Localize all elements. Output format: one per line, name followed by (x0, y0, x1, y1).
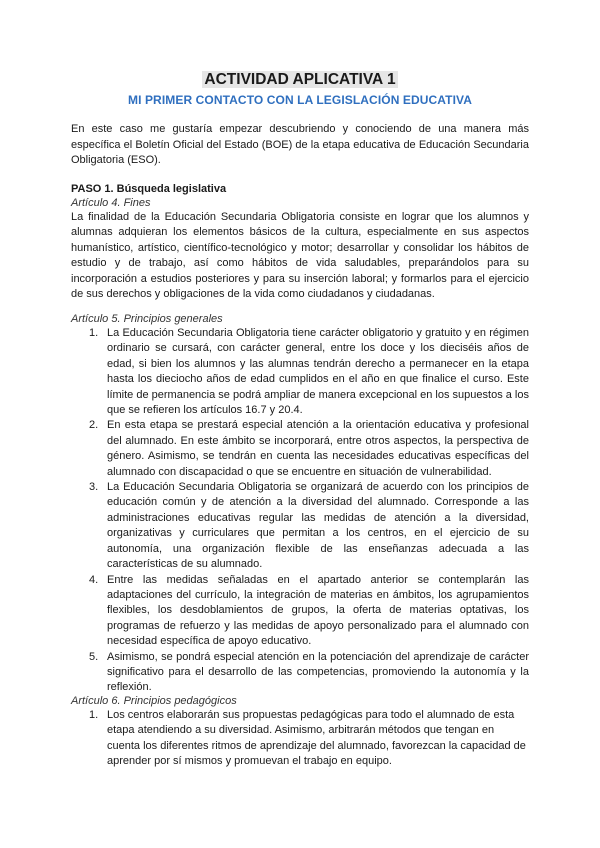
list-item-text: La Educación Secundaria Obligatoria tiene carácter obligatorio y gratuito y en régimen ordinario se cursará, con carácter general, entre los doce y los dieciséis años de edad, si bien los alumnos y las alumnas tendrán derecho a permanecer en la etapa hasta los dieciocho años de edad cumplidos en el año en que finalice el curso. Este límite de permanencia se podrá ampliar de manera excepcional en los supuestos a los que se refieren los artículos 16.7 y 20.4. (107, 327, 529, 417)
list-item-text: Los centros elaborarán sus propuestas pedagógicas para todo el alumnado de esta etapa atendiendo a su diversidad. Asimismo, arbitrarán métodos que tengan en cuenta los diferentes ritmos de aprendizaje del alumnado, favorezcan la capacidad de aprender por sí mismos y promuevan el trabajo en equipo. (107, 709, 526, 768)
list-item (71, 650, 529, 696)
article-4-title: Artículo 4. Fines (71, 197, 151, 209)
article-5-list (71, 326, 529, 696)
document-title (71, 71, 529, 89)
list-item (71, 708, 529, 770)
list-item-text: Entre las medidas señaladas en el apartado anterior se contemplarán las adaptaciones del currículo, la integración de materias en ámbitos, los agrupamientos flexibles, los desdoblamientos de grupos, la oferta de materias optativas, los programas de refuerzo y las medidas de apoyo personalizado para el alumnado con necesidad específica de apoyo educativo. (107, 573, 529, 648)
list-item-number: 1. (89, 709, 99, 721)
list-item (71, 418, 529, 480)
list-item-text: Asimismo, se pondrá especial atención en la potenciación del aprendizaje de carácter significativo para el desarrollo de las competencias, promoviendo la autonomía y la reflexión. (107, 650, 529, 694)
article-6-list (71, 708, 529, 770)
list-item-number: 4. (89, 573, 99, 586)
list-item (71, 480, 529, 572)
list-item-number: 3. (89, 481, 99, 494)
list-item-number: 1. (89, 327, 99, 339)
document-title-text: ACTIVIDAD APLICATIVA 1 (204, 71, 396, 88)
list-item-number: 5. (89, 650, 99, 663)
document-subtitle: MI PRIMER CONTACTO CON LA LEGISLACIÓN EDUCATIVA (127, 93, 473, 107)
list-item-text: La Educación Secundaria Obligatoria se organizará de acuerdo con los principios de educación común y de atención a la diversidad del alumnado. Corresponde a las administraciones educativas regular las medidas de atención a la diversidad, organizativas y curriculares que permitan a los centros, en el ejercicio de su autonomía, una organización flexible de las enseñanzas adecuada a las características de su alumnado. (107, 481, 529, 571)
list-item-text: En esta etapa se prestará especial atención a la orientación educativa y profesional del alumnado. En este ámbito se incorporará, entre otros aspectos, la perspectiva de género. Asimismo, se tendrán en cuenta las necesidades educativas específicas del alumnado con discapacidad o que se encuentre en situación de vulnerabilidad. (107, 419, 529, 478)
list-item-number: 2. (89, 419, 99, 432)
list-item (71, 326, 529, 418)
article-6-title: Artículo 6. Principios pedagógicos (71, 695, 237, 707)
list-item (71, 573, 529, 650)
intro-paragraph: En este caso me gustaría empezar descubriendo y conociendo de una manera más específica el Boletín Oficial del Estado (BOE) de la etapa educativa de Educación Secundaria Obligatoria (ESO). (71, 123, 529, 166)
step-heading: PASO 1. Búsqueda legislativa (71, 183, 227, 195)
article-4-body: La finalidad de la Educación Secundaria Obligatoria consiste en lograr que los alumnos y alumnas adquieran los elementos básicos de la cultura, especialmente en sus aspectos humanístico, artístico, científico-tecnológico y motor; desarrollar y consolidar los hábitos de estudio y de trabajo, así como hábitos de vida saludables, preparándolos para su incorporación a estudios posteriores y para su inserción laboral; y formarlos para el ejercicio de sus derechos y obligaciones de la vida como ciudadanos y ciudadanas. (71, 211, 529, 301)
article-5-title: Artículo 5. Principios generales (71, 313, 223, 325)
